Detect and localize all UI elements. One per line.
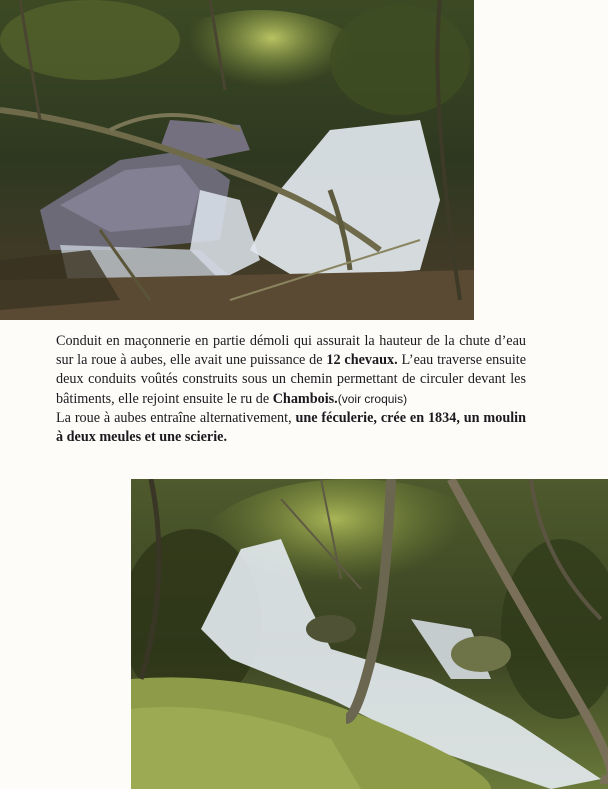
- caption-bold-chambois: Chambois.: [272, 390, 338, 407]
- caption-text: La roue à aubes entraîne alternativement,: [56, 409, 296, 426]
- caption-bold-power: 12 chevaux.: [326, 352, 398, 369]
- photo-masonry-conduit: [0, 0, 474, 320]
- photo-stream-woods: [131, 479, 608, 789]
- caption-paragraph-1: [56, 332, 526, 409]
- caption-text: L’eau traverse ensuite deux conduits voûtés construits sous un chemin permettant de circuler devant les bâtiments, elle rejoint ensuite le ru de: [56, 352, 527, 407]
- caption-bold-mills: une féculerie, crée en 1834, un moulin à deux meules et une scierie.: [56, 409, 526, 446]
- caption-paragraph-2: [56, 409, 526, 447]
- caption-text: Conduit en maçonnerie en partie démoli qui assurait la hauteur de la chute d’eau sur la roue à aubes, elle avait une puissance de: [56, 333, 526, 369]
- caption: [56, 332, 526, 447]
- caption-note-sketch: (voir croquis): [337, 391, 408, 406]
